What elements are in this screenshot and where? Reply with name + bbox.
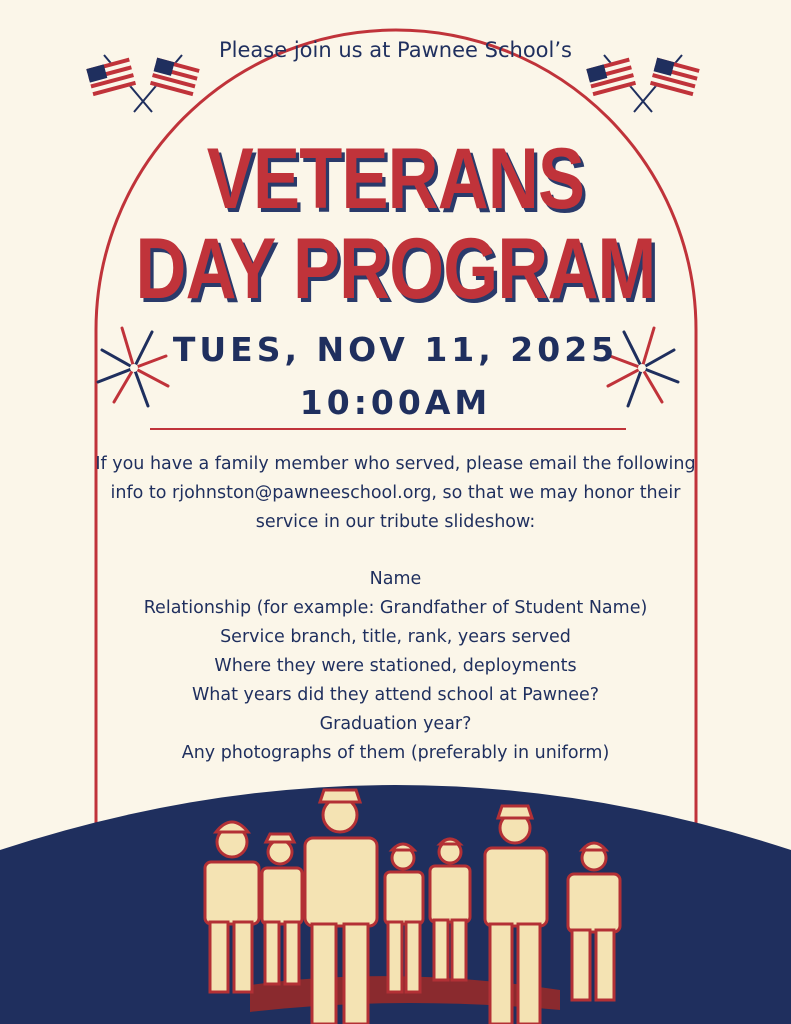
list-item: Name (369, 569, 422, 589)
list-item: Relationship (for example: Grandfather of Student Name) (143, 598, 648, 618)
list-item: What years did they attend school at Pawnee? (191, 685, 600, 705)
list-item: Graduation year? (319, 714, 472, 734)
title-line-2: DAY PROGRAM (135, 221, 656, 317)
intro-text: Please join us at Pawnee School’s (219, 38, 572, 62)
title-line-1: VETERANS (206, 131, 585, 227)
list-item: Any photographs of them (preferably in uniform) (181, 743, 610, 763)
instructions-paragraph: If you have a family member who served, please email the following info to rjohnston@pawneeschool.org, so that we may honor their service in our tribute slideshow: (95, 454, 696, 532)
event-date: TUES, NOV 11, 2025 (172, 330, 619, 369)
list-item: Service branch, title, rank, years served (220, 627, 571, 647)
event-time: 10:00AM (299, 383, 492, 422)
list-item: Where they were stationed, deployments (214, 656, 577, 676)
